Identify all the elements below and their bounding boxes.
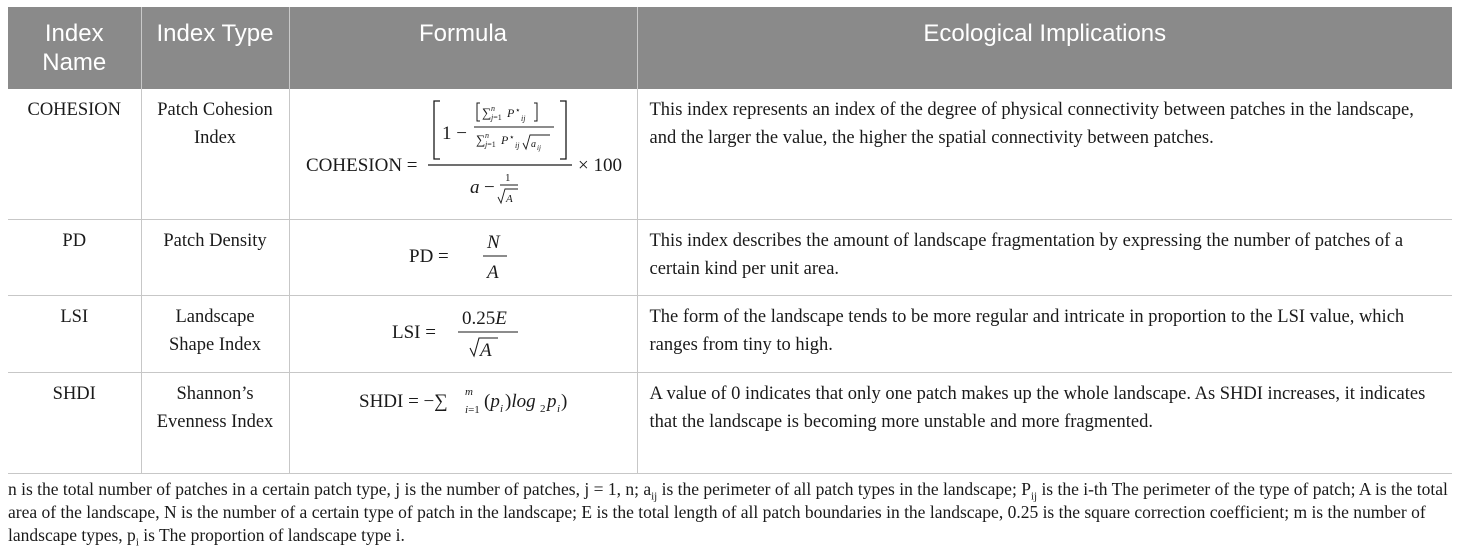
index-name-cell: SHDI xyxy=(8,373,141,474)
svg-text:a: a xyxy=(469,177,479,198)
svg-text:i=1: i=1 xyxy=(465,404,480,416)
svg-text:A: A xyxy=(487,262,499,283)
svg-text:j=1: j=1 xyxy=(484,140,496,149)
formula-cell xyxy=(289,220,637,296)
svg-text:)log: )log xyxy=(505,391,536,412)
svg-text:P: P xyxy=(500,133,508,147)
svg-text:SHDI = −∑: SHDI = −∑ xyxy=(359,391,448,412)
footnote-subscript: ij xyxy=(651,490,658,503)
cohesion-formula xyxy=(302,97,632,211)
lsi-formula xyxy=(388,304,538,364)
table-row xyxy=(8,220,1452,296)
table-row xyxy=(8,296,1452,373)
svg-text:P: P xyxy=(506,106,514,120)
svg-text:ij: ij xyxy=(514,141,519,150)
shdi-formula xyxy=(353,381,573,421)
svg-text:j=1: j=1 xyxy=(490,113,502,122)
svg-text:1 −: 1 − xyxy=(441,123,467,144)
table-row xyxy=(8,373,1452,474)
header-index-name: Index Name xyxy=(8,7,141,89)
svg-text:n: n xyxy=(490,104,495,113)
index-type-cell: Patch Cohesion Index xyxy=(141,89,289,220)
footnote-text: is the i-th The perimeter of the type of patch; A is the total area of the landscape, N is the number of a certain type of patch in the landscape; E is the total length of all patch boundaries in the landscape, 0.25 is the square correction coefficient; m is the number of landscape types, p xyxy=(8,479,1448,545)
implication-cell: A value of 0 indicates that only one patch makes up the whole landscape. As SHDI increases, it indicates that the landscape is becoming more unstable and more fragmented. xyxy=(637,373,1452,474)
index-type-cell: Shannon’s Evenness Index xyxy=(141,373,289,474)
svg-text:(p: (p xyxy=(484,391,500,412)
svg-text:a: a xyxy=(530,139,536,150)
footnote-text: is the perimeter of all patch types in the landscape; P xyxy=(657,479,1031,499)
svg-text:1: 1 xyxy=(504,172,510,184)
svg-text:A: A xyxy=(480,340,492,361)
svg-text:i: i xyxy=(557,403,561,415)
header-ecological-implications: Ecological Implications xyxy=(637,7,1452,89)
index-type-cell: Landscape Shape Index xyxy=(141,296,289,373)
footnote-text: is The proportion of landscape type i. xyxy=(138,525,405,545)
index-table xyxy=(8,7,1452,474)
svg-text:): ) xyxy=(561,391,568,412)
formula-cell xyxy=(289,296,637,373)
svg-text:⋆: ⋆ xyxy=(508,132,515,142)
svg-text:× 100: × 100 xyxy=(577,155,622,176)
header-index-type: Index Type xyxy=(141,7,289,89)
pd-formula xyxy=(403,228,523,286)
svg-text:ij: ij xyxy=(536,144,541,152)
svg-text:COHESION =: COHESION = xyxy=(305,155,418,176)
svg-text:0.25E: 0.25E xyxy=(462,308,507,329)
svg-text:⋆: ⋆ xyxy=(514,105,521,115)
header-formula: Formula xyxy=(289,7,637,89)
svg-text:2: 2 xyxy=(540,403,546,415)
formula-cell xyxy=(289,373,637,474)
svg-text:∑: ∑ xyxy=(481,105,491,120)
footnote-subscript: i xyxy=(135,536,139,549)
footnote-text: n is the total number of patches in a certain patch type, j is the number of patches, j = 1, n; a xyxy=(8,479,652,499)
header-row xyxy=(8,7,1452,89)
svg-text:N: N xyxy=(487,232,500,253)
footnote-subscript: ij xyxy=(1030,490,1038,503)
formula-cell xyxy=(289,89,637,220)
implication-cell: This index describes the amount of landscape fragmentation by expressing the number of patches of a certain kind per unit area. xyxy=(637,220,1452,296)
svg-text:PD =: PD = xyxy=(409,246,449,267)
svg-text:ij: ij xyxy=(520,114,525,123)
index-name-cell: COHESION xyxy=(8,89,141,220)
index-name-cell: PD xyxy=(8,220,141,296)
svg-text:∑: ∑ xyxy=(475,132,485,147)
svg-text:LSI =: LSI = xyxy=(392,322,436,343)
table-row xyxy=(8,89,1452,220)
implication-cell: This index represents an index of the degree of physical connectivity between patches in the landscape, and the larger the value, the higher the spatial connectivity between patches. xyxy=(637,89,1452,220)
index-type-cell: Patch Density xyxy=(141,220,289,296)
svg-text:n: n xyxy=(484,131,489,140)
implication-cell: The form of the landscape tends to be more regular and intricate in proportion to the LSI value, which ranges from tiny to high. xyxy=(637,296,1452,373)
svg-text:A: A xyxy=(505,193,513,205)
index-name-cell: LSI xyxy=(8,296,141,373)
table-footnote xyxy=(8,478,1452,547)
svg-text:−: − xyxy=(483,177,495,198)
svg-text:p: p xyxy=(547,391,557,412)
svg-text:i: i xyxy=(500,403,504,415)
svg-text:m: m xyxy=(465,386,473,398)
